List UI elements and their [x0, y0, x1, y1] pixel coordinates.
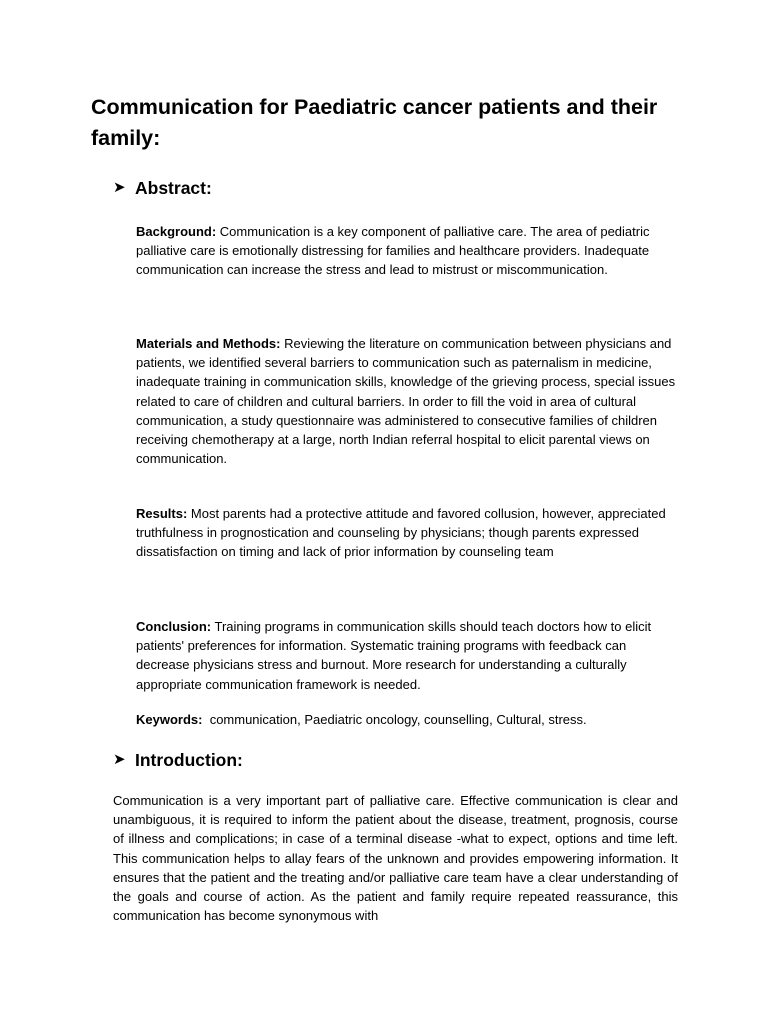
abstract-keywords — [136, 710, 681, 729]
methods-text: Reviewing the literature on communication between physicians and patients, we identified several barriers to communication such as paternalism in medicine, inadequate training in communication skills, knowledge of the grieving process, special issues related to care of children and cultural barriers. In order to fill the void in area of cultural communication, a study questionnaire was administered to consecutive families of children receiving chemotherapy at a large, north Indian referral hospital to elicit parental views on communication. — [136, 336, 676, 467]
conclusion-label: Conclusion: — [136, 619, 212, 634]
abstract-methods — [136, 334, 681, 468]
methods-label: Materials and Methods: — [136, 336, 281, 351]
background-text: Communication is a key component of palliative care. The area of pediatric palliative care is emotionally distressing for families and healthcare providers. Inadequate communication can increase the stress and lead to mistrust or miscommunication. — [136, 224, 650, 278]
introduction-paragraph: Communication is a very important part of palliative care. Effective communication is clear and unambiguous, it is required to inform the patient about the disease, treatment, prognosis, course of illness and complications; in case of a terminal disease -what to expect, options and time left. This communication helps to allay fears of the unknown and provides empowering information. It ensures that the patient and the treating and/or palliative care team have a clear understanding of the goals and course of action. As the patient and family require repeated reassurance, this communication has become synonymous with — [113, 793, 678, 924]
results-label: Results: — [136, 506, 188, 521]
document-title: Communication for Paediatric cancer patients and their family: — [91, 95, 658, 150]
abstract-conclusion — [136, 617, 681, 694]
arrow-bullet-icon: ➤ — [113, 179, 126, 196]
keywords-text: communication, Paediatric oncology, counselling, Cultural, stress. — [202, 712, 587, 727]
abstract-results — [136, 504, 681, 562]
introduction-heading — [113, 748, 243, 772]
abstract-heading-label: Abstract: — [135, 178, 212, 198]
abstract-background — [136, 222, 681, 280]
introduction-heading-label: Introduction: — [135, 750, 243, 770]
abstract-heading — [113, 176, 212, 200]
background-label: Background: — [136, 224, 217, 239]
keywords-label: Keywords: — [136, 712, 203, 727]
conclusion-text: Training programs in communication skills should teach doctors how to elicit patients' preferences for information. Systematic training programs with feedback can decrease physicians stress and burnout. More research for understanding a culturally appropriate communication framework is needed. — [136, 619, 652, 692]
arrow-bullet-icon: ➤ — [113, 751, 126, 768]
results-text: Most parents had a protective attitude and favored collusion, however, appreciated truthfulness in prognostication and counseling by physicians; though parents expressed dissatisfaction on timing and lack of prior information by counseling team — [136, 506, 666, 560]
